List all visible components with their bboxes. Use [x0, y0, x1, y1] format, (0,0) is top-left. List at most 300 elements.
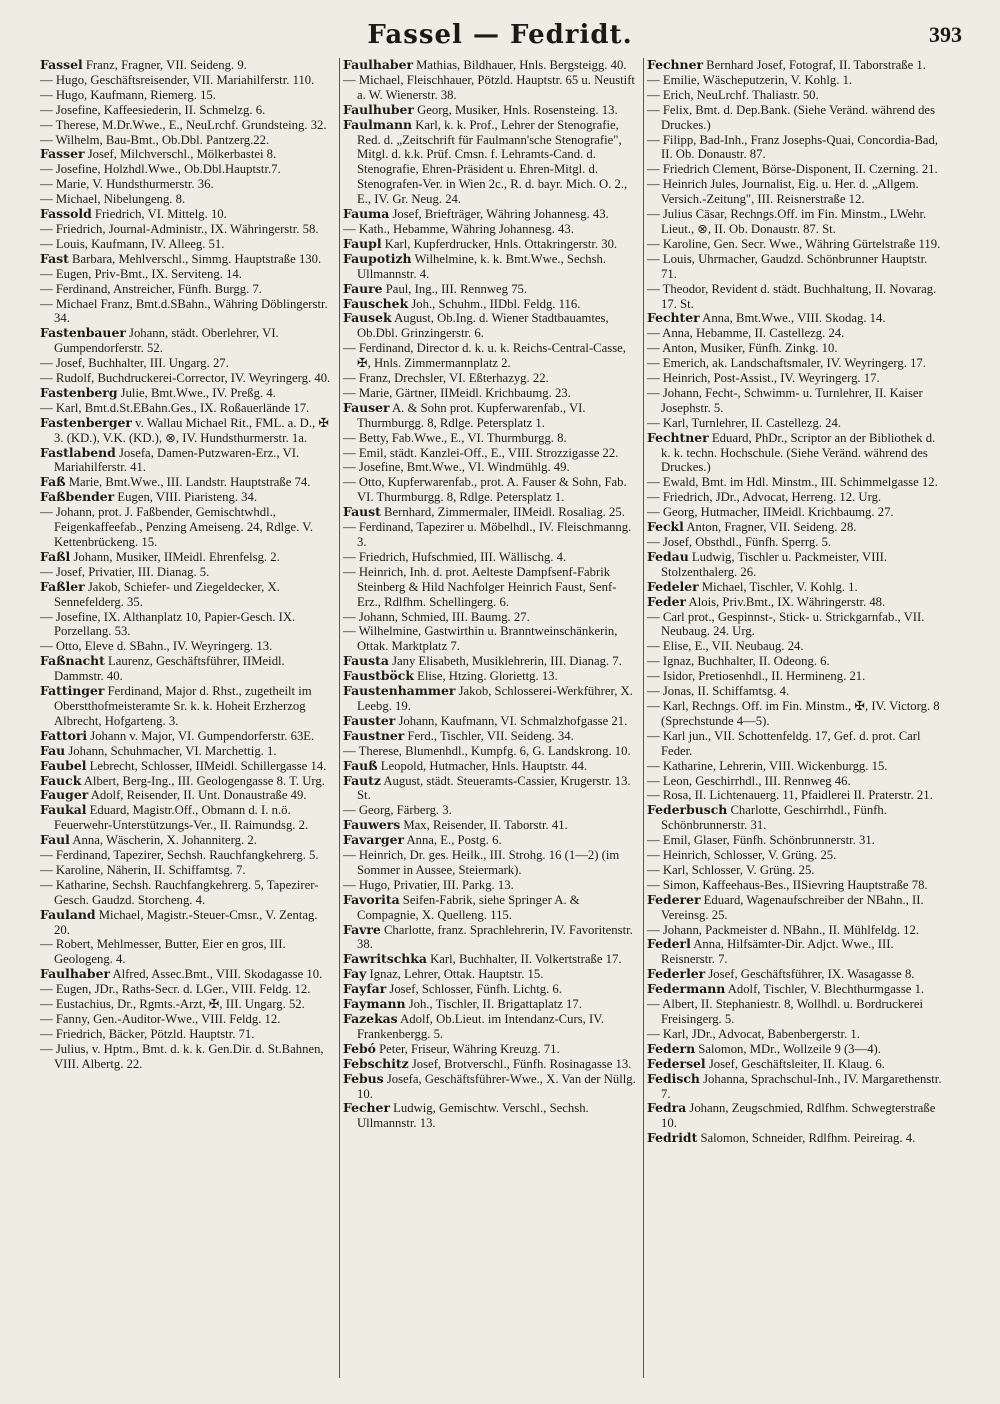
entry-text: — Ferdinand, Director d. k. u. k. Reichs-Central-Casse, ✠, Hnls. Zimmermannplatz 2. — [343, 341, 626, 371]
directory-entry — [647, 699, 945, 729]
entry-surname: Fedisch — [647, 1070, 700, 1086]
entry-text: Anna, Hilfsämter-Dir. Adjct. Wwe., III. Reisnerstr. 7. — [661, 937, 894, 967]
directory-entry — [647, 416, 945, 431]
directory-entry — [647, 878, 945, 893]
directory-entry — [343, 73, 639, 103]
directory-entry — [647, 848, 945, 863]
directory-entry — [647, 535, 945, 550]
entry-text: Josefa, Damen-Putzwaren-Erz., VI. Mariahilferstr. 41. — [54, 445, 300, 475]
entry-text: — Georg, Hutmacher, IIMeidl. Krichbaumg. 27. — [647, 505, 894, 520]
directory-entry — [647, 1027, 945, 1042]
directory-entry — [343, 237, 639, 252]
entry-text: — Heinrich Jules, Journalist, Eig. u. Her. d. „Allgem. Versich.-Zeitung", III. Reisnerstraße 12. — [647, 177, 919, 207]
entry-text: Bernhard, Zimmermaler, IIMeidl. Rosaliag. 25. — [380, 505, 625, 520]
entry-text: Salomon, Schneider, Rdlfhm. Peireirag. 4. — [697, 1131, 916, 1146]
entry-text: — Karoline, Näherin, II. Schiffamtsg. 7. — [40, 862, 246, 877]
entry-text: Johann, Zeugschmied, Rdlfhm. Schwegterstraße 10. — [661, 1101, 936, 1131]
directory-entry — [40, 222, 336, 237]
entry-text: — Felix, Bmt. d. Dep.Bank. (Siehe Veränd. während des Druckes.) — [647, 102, 936, 132]
directory-entry — [647, 133, 945, 163]
directory-entry — [343, 460, 639, 475]
directory-entry — [647, 982, 945, 997]
entry-surname: Fau — [40, 742, 66, 758]
entry-text: — Katharine, Lehrerin, VIII. Wickenburgg. 15. — [647, 758, 888, 773]
entry-text: Josef, Milchverschl., Mölkerbastei 8. — [84, 147, 277, 162]
directory-entry — [647, 669, 945, 684]
directory-entry — [40, 118, 336, 133]
entry-text: — Therese, Blumenhdl., Kumpfg. 6, G. Landskrong. 10. — [343, 743, 631, 758]
entry-surname: Faustböck — [343, 668, 414, 684]
directory-entry — [647, 729, 945, 759]
directory-entry — [40, 267, 336, 282]
entry-text: — Katharine, Sechsh. Rauchfangkehrerg. 5, Tapezirer-Gesch. Gaudzd. Storcheng. 4. — [40, 877, 319, 907]
entry-text: — Karl jun., VII. Schottenfeldg. 17, Gef. d. prot. Carl Feder. — [647, 728, 921, 758]
entry-text: Bernhard Josef, Fotograf, II. Taborstraße 1. — [702, 58, 926, 72]
entry-text: Peter, Friseur, Währing Kreuzg. 71. — [375, 1041, 560, 1056]
directory-entry — [647, 580, 945, 595]
directory-entry — [647, 774, 945, 789]
directory-entry — [40, 326, 336, 356]
directory-entry — [647, 1101, 945, 1131]
directory-entry — [647, 431, 945, 476]
page-number: 393 — [929, 22, 962, 47]
entry-text: Eduard, Magistr.Off., Obmann d. I. n.ö. Feuerwehr-Unterstützungs-Ver., II. Raimundsg. 2. — [54, 803, 309, 833]
directory-entry — [647, 759, 945, 774]
entry-text: — Ignaz, Buchhalter, II. Odeong. 6. — [647, 654, 830, 669]
entry-text: — Josef, Privatier, III. Dianag. 5. — [40, 564, 210, 579]
directory-entry — [343, 401, 639, 431]
directory-entry — [40, 967, 336, 982]
entry-surname: Feder — [647, 593, 687, 609]
entry-text: — Emil, städt. Kanzlei-Off., E., VIII. Strozzigasse 22. — [343, 445, 619, 460]
entry-surname: Federbusch — [647, 802, 728, 818]
entry-text: Josef, Schlosser, Fünfh. Lichtg. 6. — [386, 982, 562, 997]
directory-entry — [647, 639, 945, 654]
entry-surname: Faust — [343, 504, 381, 520]
entry-text: — Karl, Schlosser, V. Grüng. 25. — [647, 862, 815, 877]
entry-text: Joh., Tischler, II. Brigattaplatz 17. — [405, 997, 582, 1012]
entry-text: — Fanny, Gen.-Auditor-Wwe., VIII. Feldg. 12. — [40, 1012, 281, 1026]
entry-surname: Federn — [647, 1040, 696, 1056]
directory-entry — [40, 833, 336, 848]
entry-text: Josef, Brotverschl., Fünfh. Rosinagasse 13. — [408, 1056, 632, 1071]
entry-surname: Feckl — [647, 519, 684, 535]
directory-entry — [343, 759, 639, 774]
directory-entry — [40, 639, 336, 654]
entry-text: — Albert, II. Stephaniestr. 8, Wollhdl. u. Bordruckerei Freisingerg. 5. — [647, 997, 924, 1026]
directory-entry — [343, 1101, 639, 1131]
entry-text: — Johann, prot. J. Faßbender, Gemischtwhdl., Feigenkaffeefab., Penzing Ameiseng. 24, Rdlge. V. Kettenbrückeng. 15. — [40, 505, 313, 549]
directory-entry — [343, 803, 639, 818]
entry-text: — Marie, Gärtner, IIMeidl. Krichbaumg. 23. — [343, 385, 571, 400]
directory-entry — [647, 162, 945, 177]
entry-text: A. & Sohn prot. Kupferwarenfab., VI. Thurmburgg. 8, Rdlge. Petersplatz 1. — [357, 400, 586, 430]
directory-entry — [40, 103, 336, 118]
entry-text: August, städt. Steueramts-Cassier, Krugerstr. 13. St. — [357, 773, 631, 803]
entry-text: — Johann, Schmied, III. Baumg. 27. — [343, 609, 530, 624]
directory-entry — [40, 729, 336, 744]
directory-entry — [647, 863, 945, 878]
entry-text: — Friedrich, Journal-Administr., IX. Währingerstr. 58. — [40, 221, 319, 236]
entry-text: — Michael, Fleischhauer, Pötzld. Hauptstr. 65 u. Neustift a. W. Wienerstr. 38. — [343, 72, 635, 102]
entry-text: Lebrecht, Schlosser, IIMeidl. Schillergasse 14. — [86, 758, 327, 773]
entry-text: Charlotte, Geschirrhdl., Fünfh. Schönbrunnerstr. 31. — [661, 803, 887, 833]
entry-surname: Faure — [343, 280, 383, 296]
entry-text: Ludwig, Tischler u. Packmeister, VIII. Stolzenthalerg. 26. — [661, 549, 888, 579]
entry-text: — Julius Cäsar, Rechngs.Off. im Fin. Minstm., LWehr. Lieut., ⊗, II. Ob. Donaustr. 87. St. — [647, 207, 927, 236]
entry-text: Ferdinand, Major d. Rhst., zugetheilt im Oberstthofmeisteramte Sr. k. k. Hoheit Erzherzog Albrecht, Hofgarteng. 3. — [54, 684, 312, 728]
entry-text: — Anton, Musiker, Fünfh. Zinkg. 10. — [647, 341, 838, 356]
entry-surname: Faupl — [343, 235, 382, 251]
directory-entry — [343, 893, 639, 923]
entry-text: — Julius, v. Hptm., Bmt. d. k. k. Gen.Dir. d. St.Bahnen, VIII. Albertg. 22. — [40, 1041, 324, 1071]
directory-entry — [647, 1057, 945, 1072]
entry-text: Charlotte, franz. Sprachlehrerin, IV. Favoritenstr. 38. — [357, 922, 633, 952]
entry-surname: Fedridt — [647, 1130, 698, 1146]
entry-text: — Filipp, Bad-Inh., Franz Josephs-Quai, Concordia-Bad, II. Ob. Donaustr. 87. — [647, 132, 939, 162]
directory-entry — [40, 252, 336, 267]
column-divider — [339, 58, 340, 1378]
entry-surname: Fausta — [343, 653, 389, 669]
entry-surname: Faß — [40, 474, 66, 490]
directory-entry — [40, 505, 336, 550]
directory-entry — [40, 863, 336, 878]
directory-entry — [343, 207, 639, 222]
entry-surname: Fawritschka — [343, 951, 427, 967]
directory-entry — [40, 878, 336, 908]
entry-surname: Fassold — [40, 206, 92, 222]
entry-surname: Faßler — [40, 578, 85, 594]
directory-entry — [647, 788, 945, 803]
entry-text: Marie, Bmt.Wwe., III. Landstr. Hauptstraße 74. — [65, 475, 311, 490]
entry-text: Jakob, Schlosserei-Werkführer, X. Leebg. 19. — [357, 684, 633, 713]
directory-entry — [40, 207, 336, 222]
directory-entry — [647, 490, 945, 505]
entry-text: — Wilhelmine, Gastwirthin u. Branntweinschänkerin, Ottak. Marktplatz 7. — [343, 624, 618, 654]
directory-entry — [40, 908, 336, 938]
entry-surname: Federer — [647, 891, 701, 907]
directory-entry — [647, 73, 945, 88]
directory-entry — [343, 371, 639, 386]
directory-entry — [343, 684, 639, 714]
directory-entry — [40, 192, 336, 207]
entry-text: — Isidor, Pretiosenhdl., II. Hermineng. 21. — [647, 669, 866, 684]
entry-surname: Federler — [647, 966, 706, 982]
directory-entry — [343, 565, 639, 610]
directory-entry — [647, 371, 945, 386]
directory-entry — [647, 103, 945, 133]
entry-surname: Fastenberger — [40, 414, 132, 430]
entry-text: Eduard, PhDr., Scriptor an der Bibliothek d. k. k. techn. Hochschule. (Siehe Veränd. während des Druckes.) — [661, 430, 936, 475]
directory-entry — [40, 654, 336, 684]
entry-surname: Fattori — [40, 727, 88, 743]
entry-surname: Favre — [343, 921, 381, 937]
entry-text: Adolf, Ob.Lieut. im Intendanz-Curs, IV. Frankenbergg. 5. — [357, 1012, 604, 1041]
entry-surname: Faulmann — [343, 116, 413, 132]
entry-surname: Fechtner — [647, 429, 709, 445]
entry-text: Max, Reisender, II. Taborstr. 41. — [400, 818, 568, 833]
directory-entry — [343, 222, 639, 237]
entry-text: Ferd., Tischler, VII. Seideng. 34. — [404, 728, 574, 743]
entry-text: — Ferdinand, Tapezirer u. Möbelhdl., IV. Fleischmanng. 3. — [343, 520, 632, 549]
entry-text: — Simon, Kaffeehaus-Bes., IISievring Hauptstraße 78. — [647, 877, 928, 892]
entry-surname: Fastlabend — [40, 444, 116, 460]
entry-text: — Rosa, II. Lichtenauerg. 11, Pfaidlerei II. Praterstr. 21. — [647, 788, 933, 803]
directory-entry — [647, 1072, 945, 1102]
entry-text: — Hugo, Privatier, III. Parkg. 13. — [343, 877, 514, 892]
entry-text: — Marie, V. Hundsthurmerstr. 36. — [40, 177, 214, 192]
directory-entry — [40, 297, 336, 327]
directory-entry — [647, 207, 945, 237]
entry-text: Julie, Bmt.Wwe., IV. Preßg. 4. — [117, 385, 276, 400]
directory-entry — [647, 252, 945, 282]
entry-text: — Josefine, IX. Althanplatz 10, Papier-Gesch. IX. Porzellang. 53. — [40, 609, 296, 639]
directory-entry — [343, 282, 639, 297]
directory-entry — [647, 520, 945, 535]
directory-entry — [647, 654, 945, 669]
directory-entry — [647, 833, 945, 848]
entry-text: — Karl, JDr., Advocat, Babenbergerstr. 1. — [647, 1026, 860, 1041]
directory-entry — [343, 997, 639, 1012]
entry-surname: Fechter — [647, 310, 700, 326]
page-header — [0, 20, 1000, 60]
entry-text: Eugen, VIII. Piaristeng. 34. — [114, 490, 258, 505]
entry-text: Elise, Htzing. Gloriettg. 13. — [413, 669, 558, 684]
directory-entry — [647, 475, 945, 490]
directory-entry — [343, 475, 639, 505]
entry-surname: Fattinger — [40, 683, 105, 699]
directory-entry — [40, 490, 336, 505]
entry-surname: Fedeler — [647, 578, 699, 594]
entry-text: — Heinrich, Schlosser, V. Grüng. 25. — [647, 848, 837, 863]
directory-entry — [343, 431, 639, 446]
directory-entry — [343, 58, 639, 73]
entry-text: Franz, Fragner, VII. Seideng. 9. — [82, 58, 247, 72]
directory-entry — [40, 356, 336, 371]
entry-surname: Faulhaber — [343, 58, 413, 72]
directory-entry — [343, 848, 639, 878]
directory-entry — [343, 1057, 639, 1072]
entry-text: Michael, Tischler, V. Kohlg. 1. — [698, 579, 858, 594]
directory-entry — [343, 923, 639, 953]
entry-surname: Faukal — [40, 802, 87, 818]
entry-text: — Eugen, Priv-Bmt., IX. Serviteng. 14. — [40, 266, 242, 281]
directory-entry — [343, 982, 639, 997]
entry-text: — Hugo, Geschäftsreisender, VII. Mariahilferstr. 110. — [40, 72, 315, 87]
entry-surname: Fauwers — [343, 817, 401, 833]
directory-entry — [343, 967, 639, 982]
directory-entry — [343, 341, 639, 371]
entry-surname: Faulhaber — [40, 966, 110, 982]
directory-entry — [40, 1012, 336, 1027]
entry-text: v. Wallau Michael Rit., FML. a. D., ✠ 3. (KD.), V.K. (KD.), ⊗, IV. Hundsthurmerstr. 1a. — [54, 415, 329, 445]
entry-text: Eduard, Wagenaufschreiber der NBahn., II. Vereinsg. 25. — [661, 892, 924, 922]
entry-text: — Ferdinand, Anstreicher, Fünfh. Burgg. 7. — [40, 281, 262, 296]
entry-surname: Fassel — [40, 58, 83, 72]
entry-surname: Fast — [40, 250, 69, 266]
entry-text: Anna, E., Postg. 6. — [403, 833, 502, 848]
directory-entry — [40, 147, 336, 162]
entry-text: — Leon, Geschirrhdl., III. Rennweg 46. — [647, 773, 851, 788]
entry-text: Josefa, Geschäftsführer-Wwe., X. Van der Nüllg. 10. — [357, 1071, 636, 1101]
directory-entry — [40, 982, 336, 997]
directory-entry — [40, 684, 336, 729]
directory-entry — [40, 177, 336, 192]
entry-text: — Heinrich, Post-Assist., IV. Weyringerg. 17. — [647, 371, 880, 386]
entry-text: Ludwig, Gemischtw. Verschl., Sechsh. Ullmannstr. 13. — [357, 1101, 589, 1131]
entry-surname: Fauland — [40, 906, 96, 922]
entry-text: — Louis, Uhrmacher, Gaudzd. Schönbrunner Hauptstr. 71. — [647, 251, 928, 281]
entry-text: — Josef, Obsthdl., Fünfh. Sperrg. 5. — [647, 535, 832, 549]
entry-surname: Federmann — [647, 981, 726, 997]
directory-entry — [647, 282, 945, 312]
directory-entry — [647, 326, 945, 341]
directory-entry — [647, 1131, 945, 1146]
column-left — [40, 58, 336, 1378]
entry-surname: Fastenberg — [40, 384, 118, 400]
column-divider — [643, 58, 644, 1378]
entry-surname: Fautz — [343, 772, 381, 788]
entry-text: Josef, Briefträger, Währing Johannesg. 43. — [389, 207, 609, 222]
entry-text: Georg, Musiker, Hnls. Rosensteing. 13. — [413, 102, 618, 117]
entry-text: Seifen-Fabrik, siehe Springer A. & Compagnie, X. Quelleng. 115. — [357, 892, 580, 922]
directory-entry — [40, 550, 336, 565]
entry-text: — Josefine, Bmt.Wwe., VI. Windmühlg. 49. — [343, 460, 570, 475]
directory-entry — [343, 833, 639, 848]
entry-text: — Josefine, Kaffeesiederin, II. Schmelzg. 6. — [40, 102, 266, 117]
entry-text: Barbara, Mehlverschl., Simmg. Hauptstraße 130. — [68, 251, 322, 266]
directory-entry — [343, 252, 639, 282]
entry-text: — Theodor, Revident d. städt. Buchhaltung, II. Novarag. 17. St. — [647, 281, 937, 311]
entry-text: Josef, Geschäftsführer, IX. Wasagasse 8. — [705, 967, 915, 982]
entry-text: Leopold, Hutmacher, Hnls. Hauptstr. 44. — [377, 758, 588, 773]
entry-surname: Fauma — [343, 206, 390, 222]
entry-surname: Federl — [647, 936, 691, 952]
directory-entry — [647, 505, 945, 520]
entry-text: Alfred, Assec.Bmt., VIII. Skodagasse 10. — [109, 967, 323, 982]
directory-entry — [343, 714, 639, 729]
entry-text: August, Ob.Ing. d. Wiener Stadtbauamtes, Ob.Dbl. Grinzingerstr. 6. — [357, 311, 609, 341]
directory-entry — [40, 803, 336, 833]
directory-entry — [647, 610, 945, 640]
directory-entry — [40, 133, 336, 148]
entry-surname: Fedau — [647, 548, 689, 564]
directory-entry — [647, 923, 945, 938]
entry-surname: Favarger — [343, 832, 404, 848]
entry-text: Johann, Kaufmann, VI. Schmalzhofgasse 21. — [395, 713, 628, 728]
entry-text: Anton, Fragner, VII. Seideng. 28. — [683, 520, 857, 535]
entry-text: — Josefine, Holzhdl.Wwe., Ob.Dbl.Hauptstr.7. — [40, 162, 281, 177]
entry-surname: Faustner — [343, 727, 405, 743]
directory-entry — [647, 386, 945, 416]
entry-text: — Heinrich, Inh. d. prot. Aelteste Dampfsenf-Fabrik Steinberg & Hild Nachfolger Heinrich Faust, Senf-Erz., Rdlfhm. Schellingerg. 6. — [343, 564, 617, 609]
directory-entry — [647, 58, 945, 73]
entry-surname: Fecher — [343, 1100, 390, 1116]
entry-text: Paul, Ing., III. Rennweg 75. — [382, 281, 528, 296]
directory-entry — [647, 177, 945, 207]
entry-surname: Faymann — [343, 996, 406, 1012]
entry-surname: Faupotizh — [343, 250, 412, 266]
directory-entry — [343, 386, 639, 401]
entry-text: Friedrich, VI. Mittelg. 10. — [91, 207, 227, 222]
directory-entry — [40, 73, 336, 88]
directory-entry — [343, 446, 639, 461]
directory-entry — [343, 818, 639, 833]
entry-text: — Otto, Kupferwarenfab., prot. A. Fauser & Sohn, Fab. VI. Thurmburgg. 8, Rdlge. Petersplatz 1. — [343, 475, 627, 505]
entry-surname: Fauser — [343, 399, 390, 415]
entry-surname: Fauß — [343, 757, 378, 773]
entry-text: — Karl, Bmt.d.St.EBahn.Ges., IX. Roßauerlände 17. — [40, 400, 310, 415]
directory-entry — [647, 237, 945, 252]
entry-surname: Fauster — [343, 712, 396, 728]
directory-entry — [343, 1012, 639, 1042]
directory-entry — [40, 1042, 336, 1072]
directory-entry — [40, 565, 336, 580]
entry-surname: Faßnacht — [40, 653, 105, 669]
directory-entry — [40, 162, 336, 177]
entry-text: — Rudolf, Buchdruckerei-Corrector, IV. Weyringerg. 40. — [40, 371, 331, 386]
directory-entry — [40, 848, 336, 863]
directory-entry — [40, 282, 336, 297]
entry-surname: Fechner — [647, 58, 703, 72]
entry-surname: Fedra — [647, 1100, 687, 1116]
entry-text: Johann, Schuhmacher, VI. Marchettig. 1. — [65, 743, 277, 758]
directory-entry — [343, 654, 639, 669]
entry-text: Karl, Buchhalter, II. Volkertstraße 17. — [426, 952, 622, 967]
directory-entry — [40, 371, 336, 386]
directory-entry — [343, 505, 639, 520]
directory-entry — [343, 744, 639, 759]
entry-text: — Johann, Fecht-, Schwimm- u. Turnlehrer, II. Kaiser Josephstr. 5. — [647, 385, 923, 415]
entry-text: — Louis, Kaufmann, IV. Alleeg. 51. — [40, 236, 225, 251]
directory-entry — [647, 595, 945, 610]
directory-entry — [647, 311, 945, 326]
directory-entry — [647, 1042, 945, 1057]
directory-entry — [343, 774, 639, 804]
directory-entry — [647, 937, 945, 967]
directory-entry — [647, 997, 945, 1027]
entry-text: Joh., Schuhm., IIDbl. Feldg. 116. — [408, 296, 581, 311]
directory-entry — [40, 58, 336, 73]
directory-entry — [647, 550, 945, 580]
entry-surname: Fauschek — [343, 295, 409, 311]
directory-entry — [647, 684, 945, 699]
directory-entry — [40, 744, 336, 759]
entry-surname: Faustenhammer — [343, 683, 456, 699]
entry-text: Mathias, Bildhauer, Hnls. Bergsteigg. 40. — [412, 58, 627, 72]
entry-surname: Febó — [343, 1040, 376, 1056]
entry-surname: Fayfar — [343, 981, 387, 997]
entry-text: — Kath., Hebamme, Währing Johannesg. 43. — [343, 221, 574, 236]
entry-text: — Johann, Packmeister d. NBahn., II. Mühlfeldg. 12. — [647, 922, 920, 937]
entry-surname: Federsel — [647, 1055, 706, 1071]
running-title: Fassel — Fedridt. — [367, 20, 633, 50]
entry-text: Michael, Magistr.-Steuer-Cmsr., V. Zentag. 20. — [54, 907, 318, 937]
entry-text: — Karl, Turnlehrer, II. Castellezg. 24. — [647, 415, 841, 430]
directory-entry — [40, 401, 336, 416]
entry-text: — Emil, Glaser, Fünfh. Schönbrunnerstr. 31. — [647, 833, 875, 848]
entry-surname: Febschitz — [343, 1055, 409, 1071]
directory-entry — [40, 237, 336, 252]
entry-text: — Eugen, JDr., Raths-Secr. d. LGer., VIII. Feldg. 12. — [40, 982, 311, 997]
entry-text: Johann v. Major, VI. Gumpendorferstr. 63E. — [87, 728, 315, 743]
entry-text: — Franz, Drechsler, VI. Eßterhazyg. 22. — [343, 371, 549, 386]
entry-text: — Emilie, Wäscheputzerin, V. Kohlg. 1. — [647, 72, 853, 87]
entry-text: Johann, Musiker, IIMeidl. Ehrenfelsg. 2. — [70, 549, 280, 564]
entry-text: — Friedrich, JDr., Advocat, Herreng. 12. Urg. — [647, 490, 882, 505]
entry-surname: Fasser — [40, 146, 85, 162]
directory-entry — [647, 967, 945, 982]
